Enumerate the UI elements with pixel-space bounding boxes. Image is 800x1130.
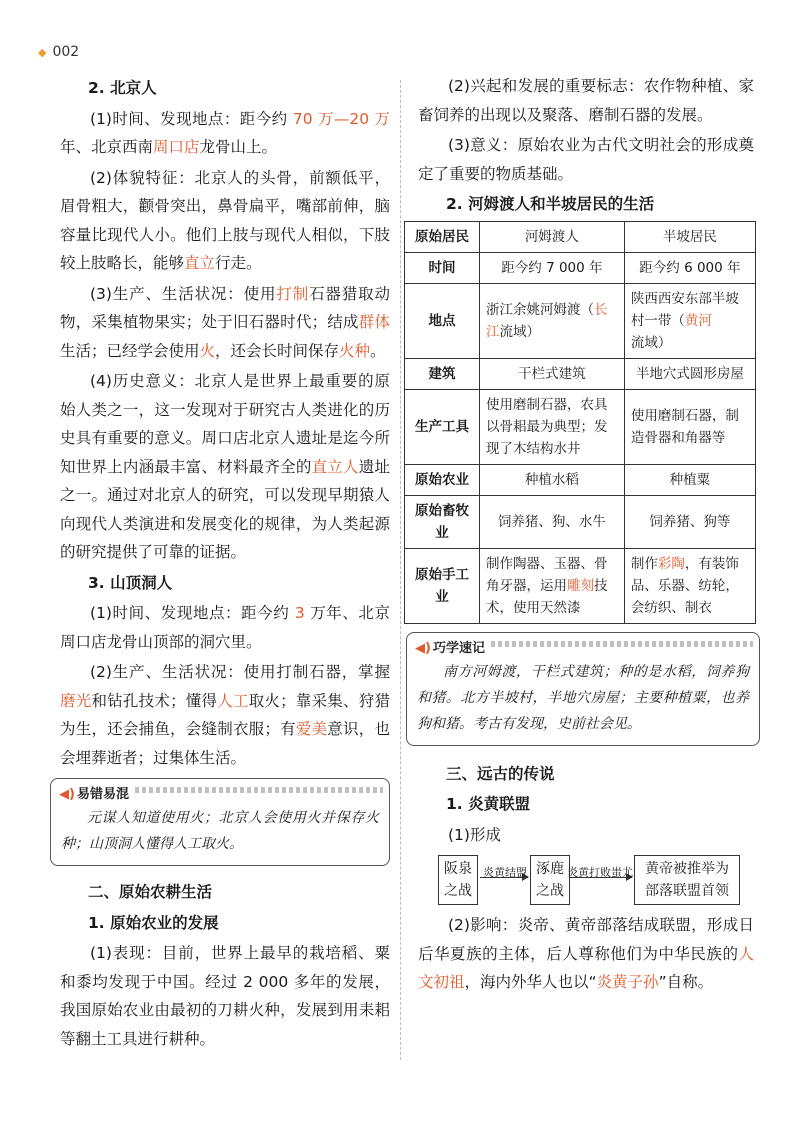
paragraph: (2)生产、生活状况：使用打制石器，掌握磨光和钻孔技术；懂得人工取火；靠采集、狩猎为生，还会捕鱼，会缝制衣服；有爱美意识，也会埋葬逝者；过集体生活。 — [60, 663, 390, 767]
table-row: 时间 距今约 7 000 年 距今约 6 000 年 — [405, 252, 756, 283]
chapter-title-farming: 二、原始农耕生活 — [88, 883, 213, 901]
section-title-agriculture: 1. 原始农业的发展 — [88, 913, 219, 932]
table-row: 原始农业 种植水稻 种植粟 — [405, 464, 756, 495]
paragraph: (2)兴起和发展的重要标志：农作物种植、家畜饲养的出现以及聚落、磨制石器的发展。 — [418, 77, 754, 124]
flow-label: 炎黄结盟 — [483, 866, 527, 879]
table-row: 原始手工业 制作陶器、玉器、骨角牙器，运用雕刻技术，使用天然漆 制作彩陶，有装饰品、乐器、纺轮，会纺织、制衣 — [405, 548, 756, 623]
paragraph: (1)时间、发现地点：距今约 70 万—20 万 年、北京西南周口店龙骨山上。 — [60, 109, 390, 156]
decorative-stripe — [491, 641, 753, 647]
left-column — [60, 72, 390, 1055]
paragraph: (2)体貌特征：北京人的头骨，前额低平，眉骨粗大，颧骨突出，鼻骨扁平，嘴部前伸，脑容量比现代人小。他们上肢与现代人相似，下肢较上肢略长，能够直立行走。 — [60, 168, 390, 272]
flow-diagram — [418, 853, 754, 907]
paragraph: (4)历史意义：北京人是世界上最重要的原始人类之一，这一发现对于研究古人类进化的历史具有重要的意义。周口店北京人遗址是迄今所知世界上内涵最丰富、材料最齐全的直立人遗址之一。通过对北京人的研究，可以发现早期猿人向现代人类演进和发展变化的规律，为人类起源的研究提供了可靠的证据。 — [60, 372, 390, 561]
flow-box-huangdi: 黄帝被推举为 部落联盟首领 — [634, 855, 740, 905]
table-row: 原始畜牧业 饲养猪、狗、水牛 饲养猪、狗等 — [405, 495, 756, 548]
right-column — [415, 72, 754, 999]
table-row: 地点 浙江余姚河姆渡（长江流域） 陕西西安东部半坡村一带（黄河流域） — [405, 283, 756, 358]
column-divider — [400, 80, 401, 1060]
diamond-icon: ◆ — [38, 46, 47, 59]
flow-box-zhuolu: 涿鹿 之战 — [530, 855, 570, 905]
speaker-icon: ◀) — [415, 640, 431, 656]
tip-text: 元谋人知道使用火；北京人会使用火并保存火种；山顶洞人懂得人工取火。 — [61, 810, 379, 852]
tip-box-mnemonic: ◀) 巧学速记 南方河姆渡，干栏式建筑；种的是水稻，饲养狗和猪。北方半坡村，半地穴房屋；主要种植粟，也养狗和猪。考古有发现，史前社会见。 — [406, 632, 760, 746]
chapter-title-legends: 三、远古的传说 — [446, 764, 555, 783]
tip-box-confusable: ◀) 易错易混 元谋人知道使用火；北京人会使用火并保存火种；山顶洞人懂得人工取火。 — [50, 778, 390, 866]
paragraph: (3)生产、生活状况：使用打制石器猎取动物，采集植物果实；处于旧石器时代；结成群体生活；已经学会使用火，还会长时间保存火种。 — [60, 284, 390, 360]
tip-text: 南方河姆渡，干栏式建筑；种的是水稻，饲养狗和猪。北方半坡村，半地穴房屋；主要种植粟，也养狗和猪。考古有发现，史前社会见。 — [417, 663, 749, 732]
table-row: 原始居民 河姆渡人 半坡居民 — [405, 221, 756, 252]
table-row: 建筑 干栏式建筑 半地穴式圆形房屋 — [405, 358, 756, 389]
paragraph: (1)表现：目前，世界上最早的栽培稻、粟和黍均发现于中国。经过 2 000 多年的发展，我国原始农业由最初的刀耕火种，发展到用耒耜等翻土工具进行耕种。 — [60, 944, 390, 1048]
table-row: 生产工具 使用磨制石器，农具以骨耜最为典型；发现了木结构水井 使用磨制石器，制造骨器和角器等 — [405, 389, 756, 464]
decorative-stripe — [135, 787, 383, 793]
paragraph: (2)影响：炎帝、黄帝部落结成联盟，形成日后华夏族的主体，后人尊称他们为中华民族的人文初祖，海内外华人也以“炎黄子孙”自称。 — [418, 916, 754, 991]
section-title-yanhuang: 1. 炎黄联盟 — [446, 795, 531, 813]
speaker-icon: ◀) — [59, 787, 75, 802]
paragraph: (1)时间、发现地点：距今约 3 万年、北京周口店龙骨山顶部的洞穴里。 — [60, 604, 390, 651]
section-title-upper-cave-man: 3. 山顶洞人 — [88, 573, 173, 592]
page-number: ◆ 002 — [38, 44, 80, 60]
section-title-hemudu-banpo: 2. 河姆渡人和半坡居民的生活 — [446, 195, 655, 213]
flow-label: 炎黄打败蚩尤 — [567, 866, 633, 879]
comparison-table — [404, 221, 756, 624]
paragraph: (1)形成 — [448, 825, 501, 844]
paragraph: (3)意义：原始农业为古代文明社会的形成奠定了重要的物质基础。 — [418, 136, 754, 183]
flow-box-banquan: 阪泉 之战 — [438, 855, 478, 905]
section-title-beijing-man: 2. 北京人 — [88, 79, 157, 97]
